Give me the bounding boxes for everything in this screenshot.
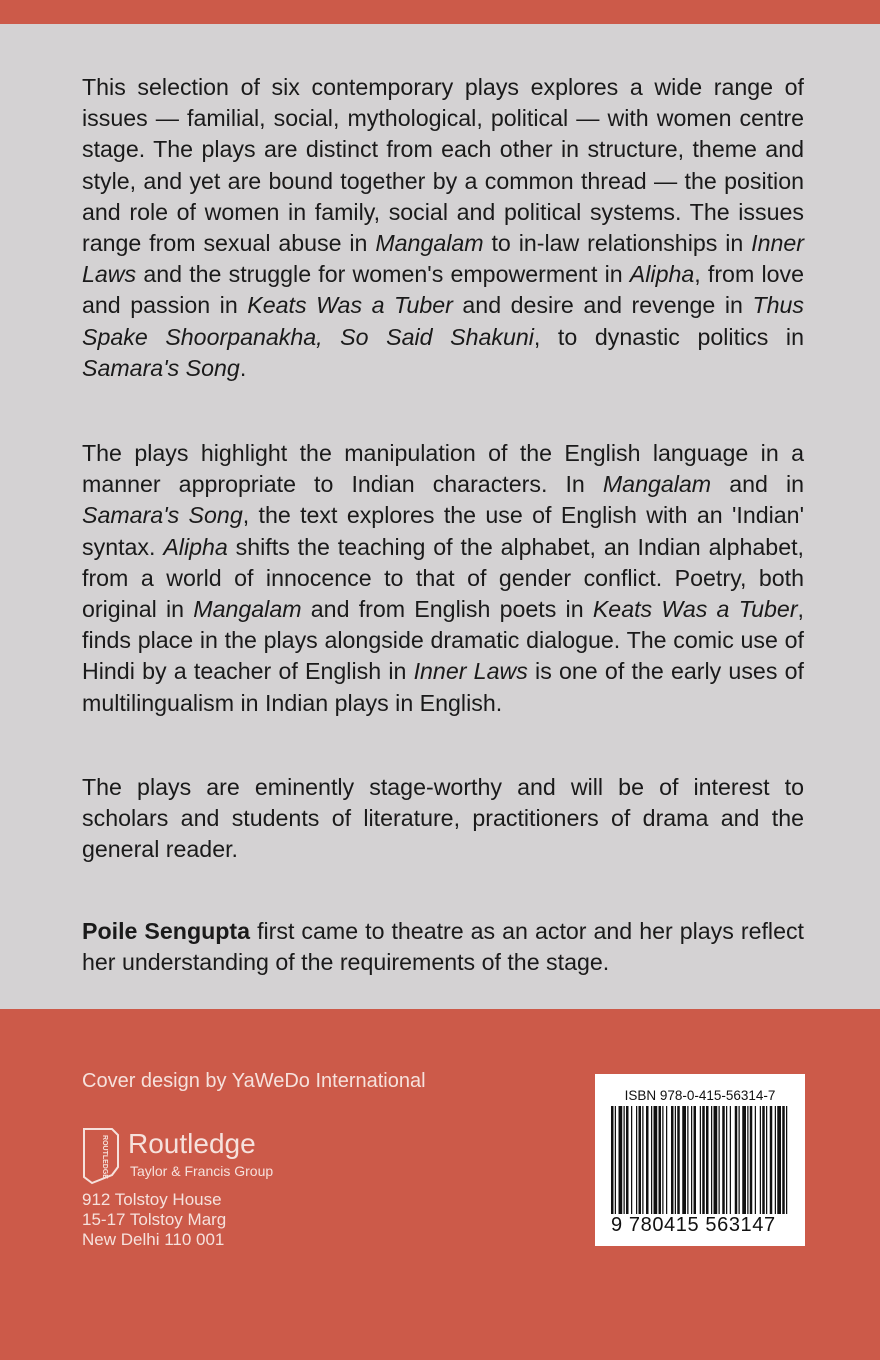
barcode-bar xyxy=(730,1106,731,1214)
title-emphasis: Alipha xyxy=(163,533,228,560)
title-emphasis: Inner Laws xyxy=(82,230,804,288)
text-run: , from love and passion in xyxy=(82,261,804,319)
text-run: and desire and revenge in xyxy=(452,292,753,319)
barcode-bar xyxy=(777,1106,781,1214)
barcode-bar xyxy=(726,1106,727,1214)
text-run: first came to theatre as an actor and her plays reflect her understanding of the requirements of the stage. xyxy=(82,918,804,976)
title-emphasis: Mangalam xyxy=(602,471,712,498)
barcode-bar xyxy=(639,1106,642,1214)
publisher-logo-block xyxy=(82,1127,342,1187)
routledge-logo-icon xyxy=(82,1127,122,1185)
barcode-bar xyxy=(675,1106,676,1214)
text-run: The plays are eminently stage-worthy and will be of interest to scholars and students of literature, practitioners of drama and the general reader. xyxy=(82,774,804,863)
barcode-bar xyxy=(766,1106,767,1214)
barcode-bar xyxy=(619,1106,623,1214)
barcode-bar xyxy=(654,1106,658,1214)
cover-credit: Cover design by YaWeDo International xyxy=(82,1070,426,1092)
title-emphasis: Keats Was a Tuber xyxy=(247,292,453,319)
publisher-name: Routledge xyxy=(128,1128,256,1159)
title-emphasis: Inner Laws xyxy=(413,658,528,685)
isbn-barcode xyxy=(595,1074,805,1246)
barcode-bar xyxy=(624,1106,625,1214)
barcode-bar xyxy=(687,1106,688,1214)
barcode-bar xyxy=(642,1106,643,1214)
barcode-bar xyxy=(677,1106,680,1214)
barcode-bar xyxy=(714,1106,718,1214)
barcode-bar xyxy=(615,1106,616,1214)
barcode-bar xyxy=(702,1106,705,1214)
text-run: shifts the teaching of the alphabet, an Indian alphabet, from a world of innocence to that of gender conflict. Poetry, both original in xyxy=(82,533,804,623)
title-emphasis: Alipha xyxy=(629,261,695,288)
address-line: 15-17 Tolstoy Marg xyxy=(82,1210,227,1229)
barcode-bar xyxy=(739,1106,740,1214)
logo-text: ROUTLEDGE xyxy=(101,1135,108,1179)
barcode-bar xyxy=(646,1106,649,1214)
barcode-bar xyxy=(711,1106,712,1214)
barcode-bar xyxy=(706,1106,709,1214)
text-run: and in xyxy=(711,471,804,498)
footer-band xyxy=(0,1009,880,1360)
barcode-bar xyxy=(682,1106,686,1214)
publisher-address xyxy=(82,1190,226,1250)
address-line: 912 Tolstoy House xyxy=(82,1190,222,1209)
barcode-bar xyxy=(750,1106,753,1214)
barcode-bar xyxy=(691,1106,692,1214)
barcode-bar xyxy=(742,1106,746,1214)
publisher-group: Taylor & Francis Group xyxy=(130,1163,274,1179)
barcode-bar xyxy=(735,1106,738,1214)
description-paragraph-2 xyxy=(82,438,804,719)
barcode-bar xyxy=(666,1106,667,1214)
description-panel xyxy=(0,24,880,1009)
barcode-bar xyxy=(636,1106,637,1214)
text-run: This selection of six contemporary plays explores a wide range of issues — familial, social, mythological, political — with women centre stage. The plays are distinct from each other in structure, theme and style, and yet are bound together by a common thread — the position and role of women in family, social and political systems. The issues range from sexual abuse in xyxy=(82,74,804,257)
barcode-bars xyxy=(611,1106,789,1214)
text-run: , the text explores the use of English with an 'Indian' syntax. xyxy=(82,502,804,560)
text-run: to in-law relationships in xyxy=(483,230,752,257)
barcode-number: 9 780415 563147 xyxy=(611,1214,776,1236)
author-bio xyxy=(82,916,804,978)
barcode-bar xyxy=(762,1106,765,1214)
barcode-bar xyxy=(659,1106,662,1214)
title-emphasis: Thus Spake Shoorpanakha, So Said Shakuni xyxy=(82,292,805,350)
barcode-bar xyxy=(786,1106,787,1214)
barcode-bar xyxy=(700,1106,701,1214)
barcode-bar xyxy=(760,1106,761,1214)
barcode-bar xyxy=(662,1106,663,1214)
barcode-bar xyxy=(694,1106,697,1214)
address-line: New Delhi 110 001 xyxy=(82,1230,225,1249)
barcode-bar xyxy=(671,1106,674,1214)
title-emphasis: Samara's Song xyxy=(82,502,243,529)
title-emphasis: Samara's Song xyxy=(82,354,240,381)
barcode-bar xyxy=(782,1106,785,1214)
barcode-bar xyxy=(631,1106,632,1214)
text-run: is one of the early uses of multilingualism in Indian plays in English. xyxy=(82,658,804,716)
title-emphasis: Mangalam xyxy=(375,230,484,257)
barcode-bar xyxy=(611,1106,614,1214)
text-run: , to dynastic politics in xyxy=(533,323,804,350)
text-run: The plays highlight the manipulation of the English language in a manner appropriate to Indian characters. In xyxy=(82,440,804,498)
barcode-bar xyxy=(770,1106,773,1214)
top-band xyxy=(0,0,880,24)
description-paragraph-3 xyxy=(82,772,804,866)
barcode-bar xyxy=(626,1106,629,1214)
text-run: and from English poets in xyxy=(301,596,593,623)
text-run: and the struggle for women's empowerment in xyxy=(136,261,630,288)
text-run: , finds place in the plays alongside dramatic dialogue. The comic use of Hindi by a teacher of English in xyxy=(82,596,804,685)
barcode-bar xyxy=(722,1106,725,1214)
barcode-bar xyxy=(775,1106,776,1214)
isbn-label: ISBN 978-0-415-56314-7 xyxy=(624,1088,776,1103)
title-emphasis: Keats Was a Tuber xyxy=(592,596,798,623)
title-emphasis: Mangalam xyxy=(193,596,302,623)
barcode-bar xyxy=(651,1106,652,1214)
barcode-bar xyxy=(719,1106,720,1214)
text-run: . xyxy=(239,354,247,381)
barcode-bar xyxy=(747,1106,748,1214)
author-name: Poile Sengupta xyxy=(82,918,251,944)
barcode-bar xyxy=(755,1106,756,1214)
description-paragraph-1 xyxy=(82,72,804,384)
